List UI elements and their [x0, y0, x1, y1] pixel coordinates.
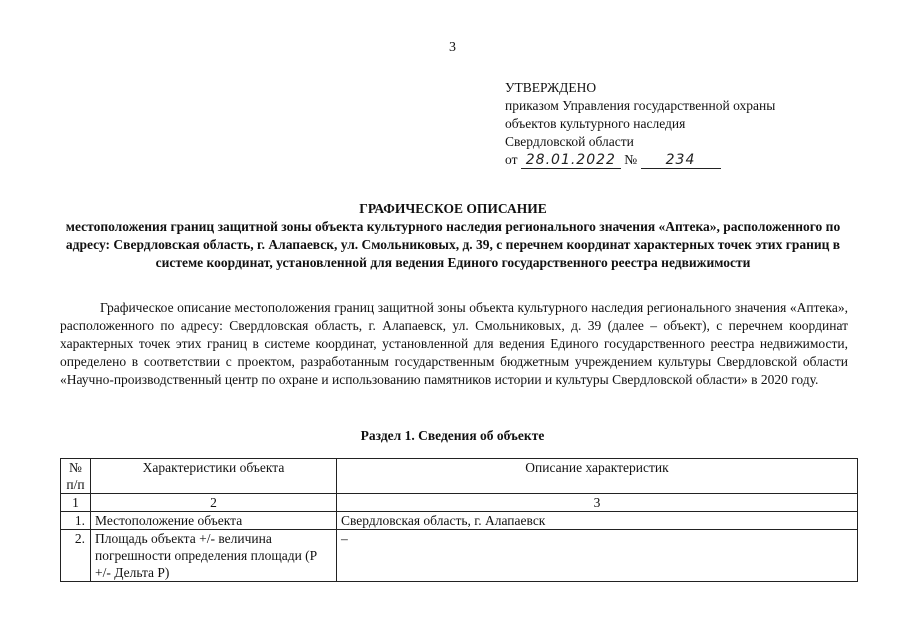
row-characteristic: Местоположение объекта: [91, 512, 337, 530]
date-field: 28.01.2022: [521, 153, 621, 169]
section-heading: Раздел 1. Сведения об объекте: [360, 428, 545, 443]
header-characteristic: Характеристики объекта: [91, 459, 337, 494]
row-number: 1.: [61, 512, 91, 530]
row-description: –: [337, 530, 858, 582]
row-description: Свердловская область, г. Алапаевск: [337, 512, 858, 530]
document-title: [58, 200, 848, 272]
table-header-row: [61, 459, 858, 494]
table-row: [61, 530, 858, 582]
approval-stamp: [505, 79, 775, 169]
column-number: 2: [91, 494, 337, 512]
object-info-table: [60, 458, 858, 582]
row-characteristic: Площадь объекта +/- величина погрешности определения площади (P +/- Дельта P): [91, 530, 337, 582]
approval-line-1: приказом Управления государственной охраны: [505, 98, 776, 113]
approval-title: УТВЕРЖДЕНО: [505, 80, 597, 95]
header-description: Описание характеристик: [337, 459, 858, 494]
number-prefix: №: [624, 152, 638, 167]
page-number: 3: [449, 40, 456, 55]
approval-date-line: [505, 151, 775, 169]
date-prefix: от: [505, 152, 518, 167]
number-field: 234: [641, 153, 721, 169]
approval-line-3: Свердловской области: [505, 134, 634, 149]
row-number: 2.: [61, 530, 91, 582]
document-body-paragraph: Графическое описание местоположения границ защитной зоны объекта культурного наследия регионального значения «Аптека», расположенного по адресу: Свердловская область, г. Алапаевск, ул. Смольниковых, д. 39 (далее – объект), с перечнем координат характерных точек этих границ в системе координат, установленной для ведения Единого государственного реестра недвижимости, определено в соответствии с проектом, разработанным государственным бюджетным учреждением культуры Свердловской области «Научно-производственный центр по охране и использованию памятников истории и культуры Свердловской области» в 2020 году.: [60, 300, 848, 387]
approval-line-2: объектов культурного наследия: [505, 116, 686, 131]
document-title-main: ГРАФИЧЕСКОЕ ОПИСАНИЕ: [359, 201, 547, 216]
table-row: [61, 512, 858, 530]
table-column-number-row: [61, 494, 858, 512]
column-number: 3: [337, 494, 858, 512]
column-number: 1: [61, 494, 91, 512]
header-number: № п/п: [61, 459, 91, 494]
document-title-subtitle: местоположения границ защитной зоны объекта культурного наследия регионального значения «Аптека», расположенного по адресу: Свердловская область, г. Алапаевск, ул. Смольниковых, д. 39, с перечнем координат характерных точек этих границ в системе координат, установленной для ведения Единого государственного реестра недвижимости: [65, 219, 841, 270]
